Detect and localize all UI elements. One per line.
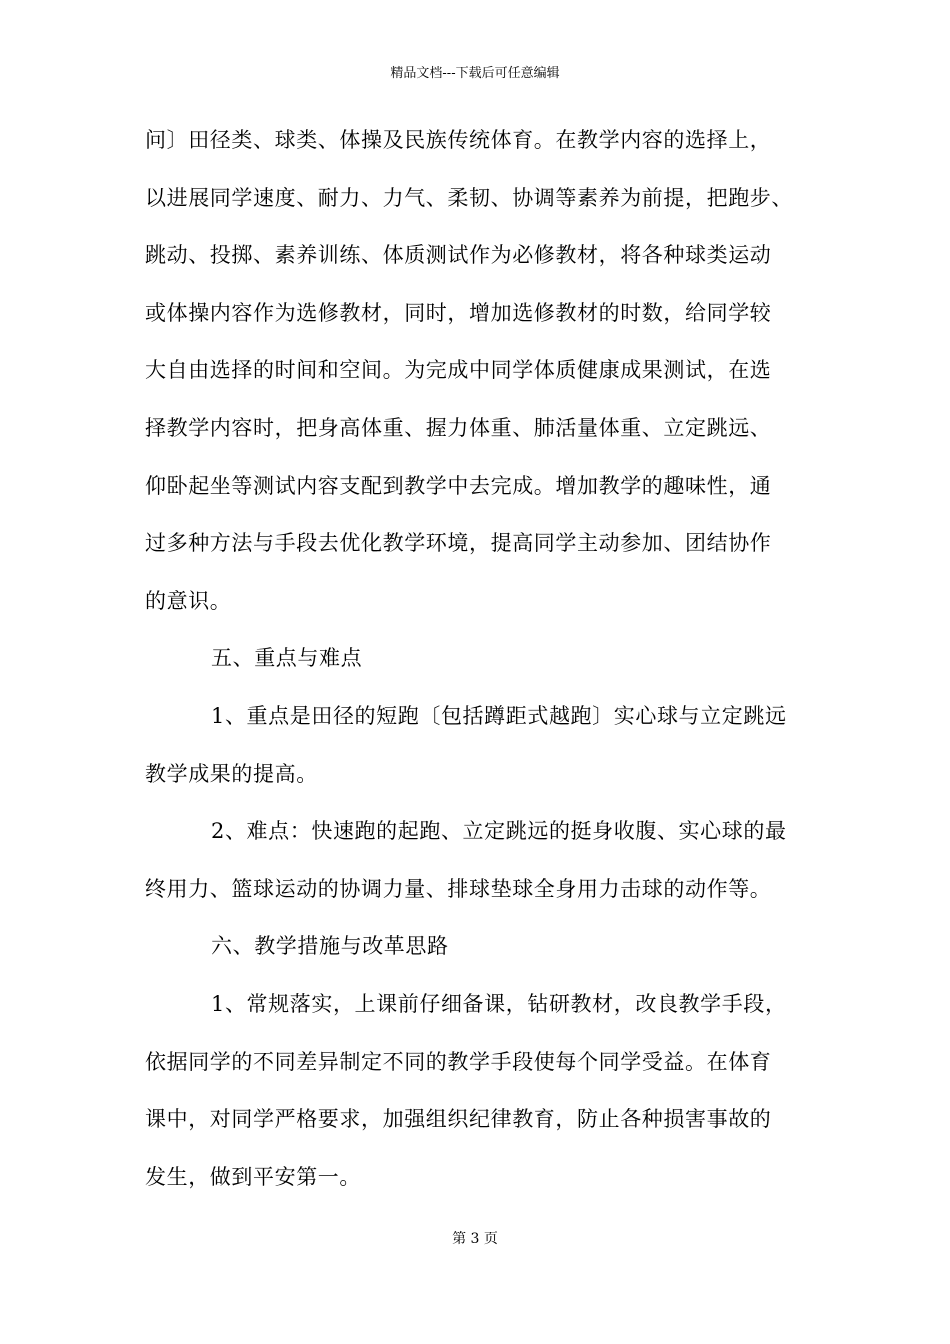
body-line: 或体操内容作为选修教材，同时，增加选修教材的时数，给同学较 <box>145 300 772 325</box>
body-line: 以进展同学速度、耐力、力气、柔韧、协调等素养为前提，把跑步、 <box>145 185 793 210</box>
body-line: 过多种方法与手段去优化教学环境，提高同学主动参加、团结协作 <box>145 531 772 556</box>
page-header: 精品文档---下载后可任意编辑 <box>390 66 560 81</box>
body-line: 的意识。 <box>145 588 232 613</box>
body-line: 择教学内容时，把身高体重、握力体重、肺活量体重、立定跳远、 <box>145 415 772 440</box>
body-line: 依据同学的不同差异制定不同的教学手段使每个同学受益。在体育 <box>145 1049 772 1074</box>
document-body <box>145 126 815 1220</box>
body-line: 问〕田径类、球类、体操及民族传统体育。在教学内容的选择上， <box>145 128 772 152</box>
section-heading: 六、教学措施与改革思路 <box>211 934 449 959</box>
body-line: 跳动、投掷、素养训练、体质测试作为必修教材，将各种球类运动 <box>145 243 772 268</box>
body-line: 2、难点：快速跑的起跑、立定跳远的挺身收腹、实心球的最 <box>211 819 787 844</box>
body-line: 发生，做到平安第一。 <box>145 1164 361 1189</box>
body-line: 教学成果的提高。 <box>145 761 318 786</box>
body-line: 1、重点是田径的短跑〔包括蹲距式越跑〕实心球与立定跳远 <box>211 703 787 728</box>
body-line: 课中，对同学严格要求，加强组织纪律教育，防止各种损害事故的 <box>145 1107 772 1132</box>
body-line: 终用力、篮球运动的协调力量、排球垫球全身用力击球的动作等。 <box>145 876 772 901</box>
body-line: 1、常规落实，上课前仔细备课，钻研教材，改良教学手段， <box>211 991 787 1016</box>
section-heading: 五、重点与难点 <box>211 646 363 671</box>
body-line: 仰卧起坐等测试内容支配到教学中去完成。增加教学的趣味性，通 <box>145 473 772 498</box>
body-line: 大自由选择的时间和空间。为完成中同学体质健康成果测试，在选 <box>145 358 772 383</box>
page-number: 第 3 页 <box>452 1231 498 1247</box>
